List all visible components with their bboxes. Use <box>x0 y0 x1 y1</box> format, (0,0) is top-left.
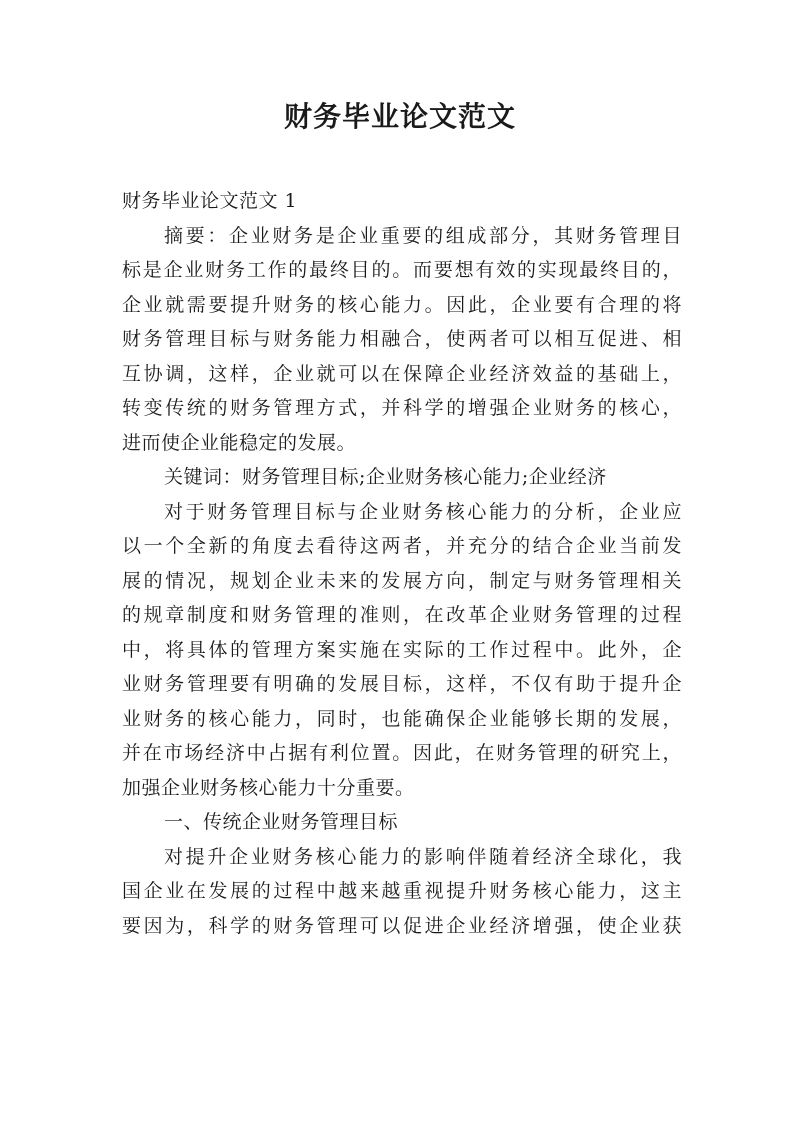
document-body <box>122 184 682 943</box>
text-line: 关键词：财务管理目标;企业财务核心能力;企业经济 <box>164 466 607 488</box>
text-line: 一、传统企业财务管理目标 <box>164 811 399 833</box>
text-line: 加强企业财务核心能力十分重要。 <box>122 776 415 799</box>
text-line: 企业就需要提升财务的核心能力。因此，企业要有合理的将 <box>122 293 682 316</box>
text-line: 财务管理目标与财务能力相融合，使两者可以相互促进、相 <box>122 328 682 350</box>
text-line: 业财务管理要有明确的发展目标，这样，不仅有助于提升企 <box>122 673 682 695</box>
text-line: 业财务的核心能力，同时，也能确保企业能够长期的发展， <box>122 707 682 730</box>
text-line: 进而使企业能稳定的发展。 <box>122 431 357 454</box>
text-line: 对于财务管理目标与企业财务核心能力的分析，企业应 <box>164 500 682 523</box>
text-line: 的规章制度和财务管理的准则，在改革企业财务管理的过程 <box>122 604 682 626</box>
text-line: 要因为，科学的财务管理可以促进企业经济增强，使企业获 <box>122 914 682 937</box>
section-heading: 财务毕业论文范文 1 <box>122 190 298 212</box>
text-line: 以一个全新的角度去看待这两者，并充分的结合企业当前发 <box>122 535 682 557</box>
text-line: 摘要：企业财务是企业重要的组成部分，其财务管理目 <box>164 224 682 247</box>
text-line: 转变传统的财务管理方式，并科学的增强企业财务的核心， <box>122 397 682 419</box>
text-line: 对提升企业财务核心能力的影响伴随着经济全球化，我 <box>164 845 682 868</box>
document-title: 财务毕业论文范文 <box>283 100 516 133</box>
text-line: 国企业在发展的过程中越来越重视提升财务核心能力，这主 <box>122 880 682 902</box>
text-line: 展的情况，规划企业未来的发展方向，制定与财务管理相关 <box>122 569 682 592</box>
text-line: 互协调，这样，企业就可以在保障企业经济效益的基础上， <box>122 362 682 385</box>
text-line: 并在市场经济中占据有利位置。因此，在财务管理的研究上， <box>122 742 682 764</box>
text-line: 标是企业财务工作的最终目的。而要想有效的实现最终目的， <box>122 259 682 281</box>
text-line: 中，将具体的管理方案实施在实际的工作过程中。此外，企 <box>122 638 682 661</box>
